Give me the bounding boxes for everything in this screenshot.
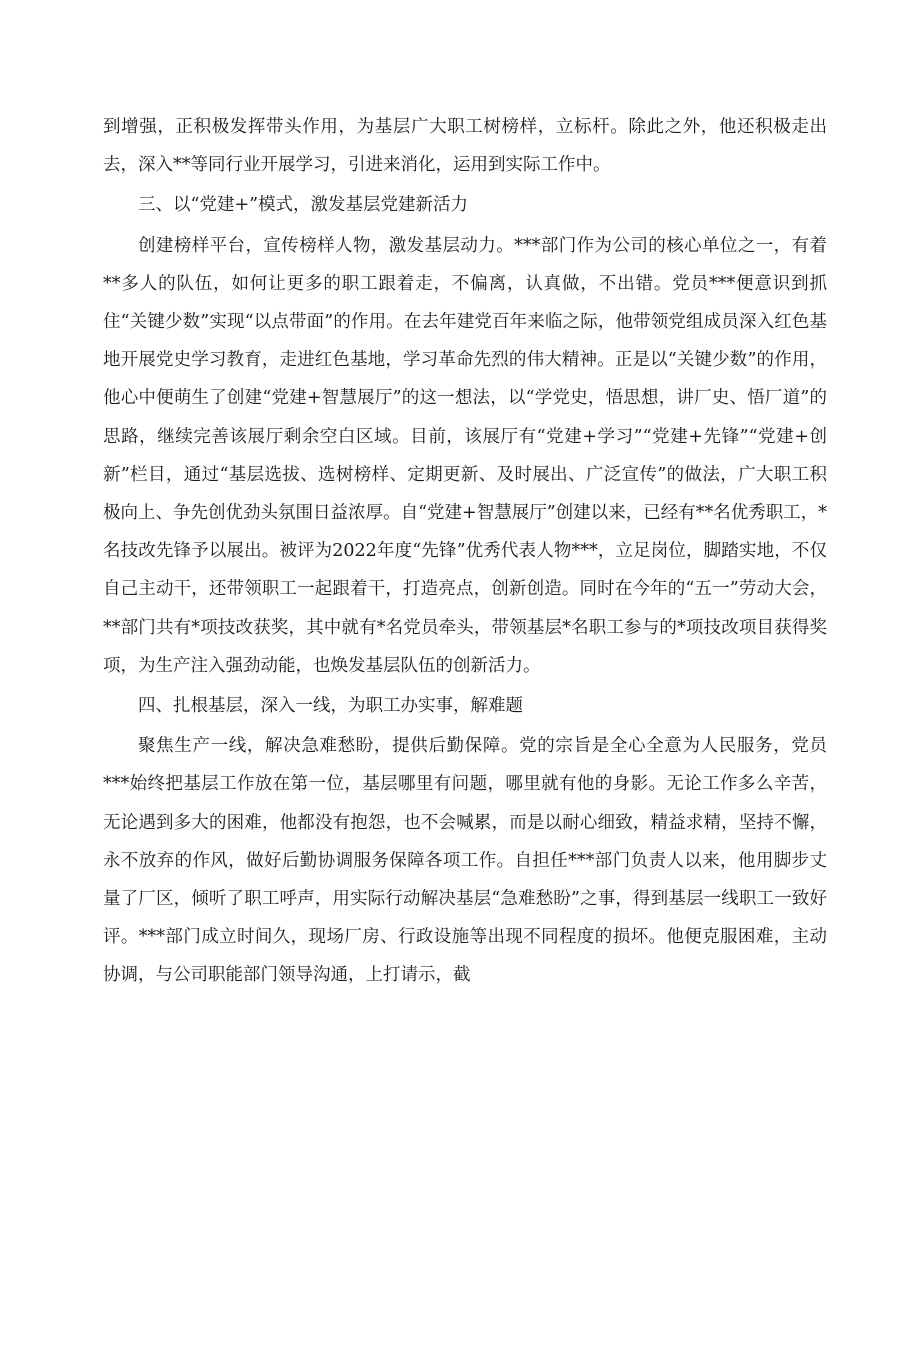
document-body xyxy=(103,108,827,995)
section-heading-4: 四、扎根基层，深入一线，为职工办实事，解难题 xyxy=(138,696,523,717)
section-heading-3: 三、以“党建+”模式，激发基层党建新活力 xyxy=(138,195,469,216)
paragraph-continuation: 到增强，正积极发挥带头作用，为基层广大职工树榜样，立标杆。除此之外，他还积极走出去，深入**等同行业开展学习，引进来消化，运用到实际工作中。 xyxy=(103,117,827,176)
paragraph-party-building: 创建榜样平台，宣传榜样人物，激发基层动力。***部门作为公司的核心单位之一，有着**多人的队伍，如何让更多的职工跟着走，不偏离，认真做，不出错。党员***便意识到抓住“关键少数”实现“以点带面”的作用。在去年建党百年来临之际，他带领党组成员深入红色基地开展党史学习教育，走进红色基地，学习革命先烈的伟大精神。正是以“关键少数”的作用，他心中便萌生了创建“党建+智慧展厅”的这一想法，以“学党史，悟思想，讲厂史、悟厂道”的思路，继续完善该展厅剩余空白区域。目前，该展厅有“党建+学习”“党建+先锋”“党建+创新”栏目，通过“基层选拔、选树榜样、定期更新、及时展出、广泛宣传”的做法，广大职工积极向上、争先创优劲头氛围日益浓厚。自“党建+智慧展厅”创建以来，已经有**名优秀职工，*名技改先锋予以展出。被评为2022年度“先锋”优秀代表人物***，立足岗位，脚踏实地，不仅自己主动干，还带领职工一起跟着干，打造亮点，创新创造。同时在今年的“五一”劳动大会，**部门共有*项技改获奖，其中就有*名党员牵头，带领基层*名职工参与的*项技改项目获得奖项，为生产注入强劲动能，也焕发基层队伍的创新活力。 xyxy=(103,235,827,676)
paragraph-frontline: 聚焦生产一线，解决急难愁盼，提供后勤保障。党的宗旨是全心全意为人民服务，党员***始终把基层工作放在第一位，基层哪里有问题，哪里就有他的身影。无论工作多么辛苦，无论遇到多大的困难，他都没有抱怨，也不会喊累，而是以耐心细致，精益求精，坚持不懈，永不放弃的作风，做好后勤协调服务保障各项工作。自担任***部门负责人以来，他用脚步丈量了厂区，倾听了职工呼声，用实际行动解决基层“急难愁盼”之事，得到基层一线职工一致好评。***部门成立时间久，现场厂房、行政设施等出现不同程度的损坏。他便克服困难，主动协调，与公司职能部门领导沟通，上打请示，截 xyxy=(103,736,827,986)
